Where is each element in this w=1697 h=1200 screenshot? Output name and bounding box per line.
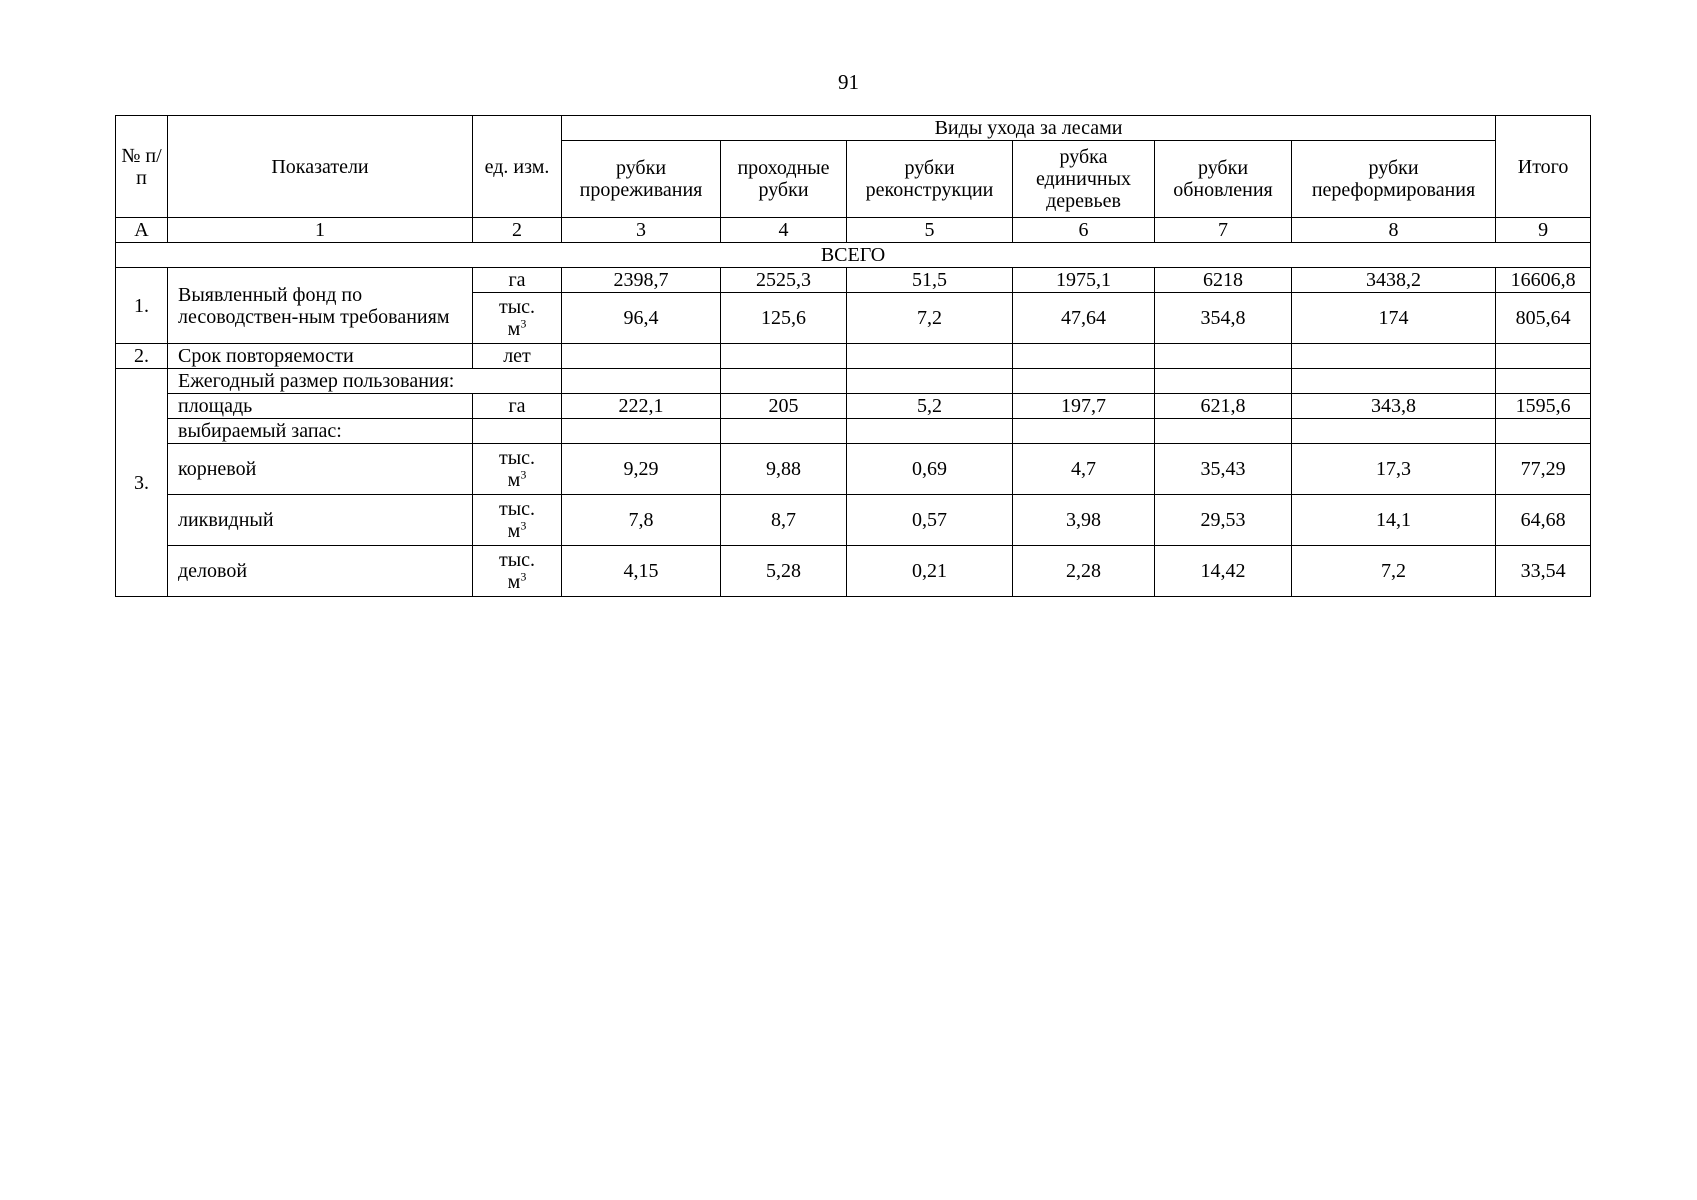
unit-cell — [473, 293, 562, 344]
col-number: 3 — [562, 218, 721, 243]
value-cell: 5,28 — [721, 546, 847, 597]
value-cell — [721, 369, 847, 394]
unit-cell: га — [473, 268, 562, 293]
value-cell: 35,43 — [1155, 444, 1292, 495]
header-indicators: Показатели — [168, 116, 473, 218]
value-cell: 0,57 — [847, 495, 1013, 546]
value-cell — [1013, 419, 1155, 444]
row-label: Ежегодный размер пользования: — [168, 369, 562, 394]
value-cell: 9,29 — [562, 444, 721, 495]
table-row — [116, 495, 1591, 546]
header-group: Виды ухода за лесами — [562, 116, 1496, 141]
unit-cell — [473, 546, 562, 597]
value-cell: 29,53 — [1155, 495, 1292, 546]
table-row — [116, 268, 1591, 293]
col-number: 1 — [168, 218, 473, 243]
table-row — [116, 369, 1591, 394]
col-number: 6 — [1013, 218, 1155, 243]
value-cell: 77,29 — [1496, 444, 1591, 495]
col-number: 9 — [1496, 218, 1591, 243]
value-cell: 4,7 — [1013, 444, 1155, 495]
value-cell: 621,8 — [1155, 394, 1292, 419]
unit-m3: $м^3$ — [507, 316, 527, 340]
value-cell — [1155, 419, 1292, 444]
value-cell: 1975,1 — [1013, 268, 1155, 293]
page-number: 91 — [838, 70, 859, 94]
value-cell — [1013, 344, 1155, 369]
col-number: 5 — [847, 218, 1013, 243]
value-cell: 0,21 — [847, 546, 1013, 597]
value-cell: 47,64 — [1013, 293, 1155, 344]
value-cell: 805,64 — [1496, 293, 1591, 344]
value-cell: 7,2 — [847, 293, 1013, 344]
col-number: 8 — [1292, 218, 1496, 243]
value-cell — [1292, 369, 1496, 394]
value-cell: 9,88 — [721, 444, 847, 495]
value-cell: 2398,7 — [562, 268, 721, 293]
header-col-reconstruction: рубки реконструкции — [847, 141, 1013, 218]
value-cell: 51,5 — [847, 268, 1013, 293]
value-cell — [562, 369, 721, 394]
value-cell: 96,4 — [562, 293, 721, 344]
value-cell: 7,8 — [562, 495, 721, 546]
value-cell: 174 — [1292, 293, 1496, 344]
row-label: Срок повторяемости — [168, 344, 473, 369]
row-label: Выявленный фонд по лесоводствен-ным требованиям — [168, 268, 473, 344]
row-num: 3. — [116, 369, 168, 597]
value-cell: 17,3 — [1292, 444, 1496, 495]
unit-thous: тыс. — [498, 447, 536, 469]
value-cell: 2,28 — [1013, 546, 1155, 597]
value-cell — [562, 344, 721, 369]
value-cell — [847, 369, 1013, 394]
forest-care-table — [115, 115, 1591, 597]
unit-thous: тыс. — [498, 296, 536, 318]
unit-cell — [473, 419, 562, 444]
value-cell: 2525,3 — [721, 268, 847, 293]
value-cell — [721, 419, 847, 444]
col-number: 4 — [721, 218, 847, 243]
value-cell: 33,54 — [1496, 546, 1591, 597]
value-cell: 0,69 — [847, 444, 1013, 495]
value-cell — [1292, 419, 1496, 444]
table-row — [116, 344, 1591, 369]
value-cell — [721, 344, 847, 369]
row-label: выбираемый запас: — [168, 419, 473, 444]
value-cell — [1496, 419, 1591, 444]
value-cell: 125,6 — [721, 293, 847, 344]
value-cell — [1155, 344, 1292, 369]
unit-m3: $м^3$ — [507, 518, 527, 542]
value-cell: 14,1 — [1292, 495, 1496, 546]
unit-m3: $м^3$ — [507, 467, 527, 491]
unit-thous: тыс. — [498, 498, 536, 520]
value-cell: 3438,2 — [1292, 268, 1496, 293]
header-num: № п/п — [116, 116, 168, 218]
value-cell: 6218 — [1155, 268, 1292, 293]
value-cell: 205 — [721, 394, 847, 419]
unit-m3: $м^3$ — [507, 569, 527, 593]
table-row — [116, 419, 1591, 444]
value-cell: 8,7 — [721, 495, 847, 546]
col-number: 7 — [1155, 218, 1292, 243]
row-num: 2. — [116, 344, 168, 369]
value-cell: 343,8 — [1292, 394, 1496, 419]
value-cell: 4,15 — [562, 546, 721, 597]
header-col-reformation: рубки переформирования — [1292, 141, 1496, 218]
value-cell: 14,42 — [1155, 546, 1292, 597]
row-label: корневой — [168, 444, 473, 495]
value-cell — [847, 344, 1013, 369]
unit-cell — [473, 495, 562, 546]
value-cell: 3,98 — [1013, 495, 1155, 546]
value-cell: 222,1 — [562, 394, 721, 419]
unit-cell — [473, 444, 562, 495]
value-cell — [1155, 369, 1292, 394]
header-col-single-trees: рубка единичных деревьев — [1013, 141, 1155, 218]
value-cell — [1292, 344, 1496, 369]
row-num: 1. — [116, 268, 168, 344]
col-number: А — [116, 218, 168, 243]
value-cell: 7,2 — [1292, 546, 1496, 597]
unit-cell: лет — [473, 344, 562, 369]
value-cell: 16606,8 — [1496, 268, 1591, 293]
header-col-renewal: рубки обновления — [1155, 141, 1292, 218]
section-title: ВСЕГО — [116, 243, 1591, 268]
unit-thous: тыс. — [498, 549, 536, 571]
column-numbers-row — [116, 218, 1591, 243]
table-row — [116, 394, 1591, 419]
table-row — [116, 444, 1591, 495]
header-col-thinning: рубки прореживания — [562, 141, 721, 218]
value-cell: 354,8 — [1155, 293, 1292, 344]
header-total: Итого — [1496, 116, 1591, 218]
row-label: площадь — [168, 394, 473, 419]
unit-cell: га — [473, 394, 562, 419]
section-title-row — [116, 243, 1591, 268]
row-label: деловой — [168, 546, 473, 597]
value-cell: 64,68 — [1496, 495, 1591, 546]
header-col-passing: проходные рубки — [721, 141, 847, 218]
value-cell — [1013, 369, 1155, 394]
value-cell — [847, 419, 1013, 444]
header-unit: ед. изм. — [473, 116, 562, 218]
value-cell: 1595,6 — [1496, 394, 1591, 419]
value-cell — [562, 419, 721, 444]
value-cell — [1496, 344, 1591, 369]
value-cell: 5,2 — [847, 394, 1013, 419]
value-cell — [1496, 369, 1591, 394]
col-number: 2 — [473, 218, 562, 243]
table-row — [116, 546, 1591, 597]
row-label: ликвидный — [168, 495, 473, 546]
header-row-top — [116, 116, 1591, 141]
value-cell: 197,7 — [1013, 394, 1155, 419]
